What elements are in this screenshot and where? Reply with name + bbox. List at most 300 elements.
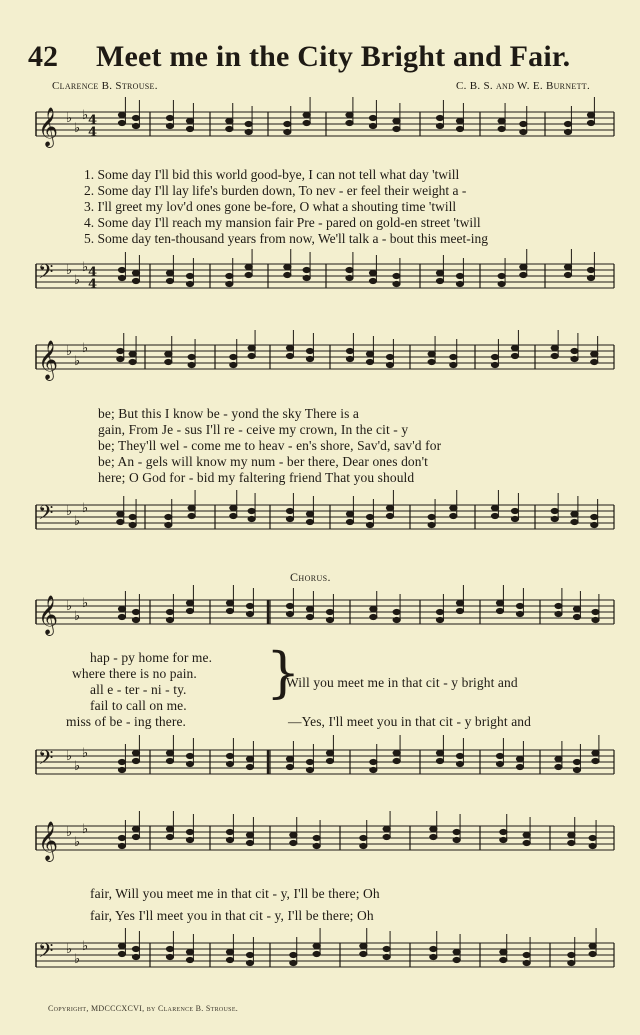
note-head (496, 753, 503, 758)
note-head (129, 514, 136, 519)
note-head (245, 129, 252, 134)
note-head (118, 606, 125, 611)
note-head (284, 264, 291, 269)
note-head (118, 943, 125, 948)
note-head (430, 834, 437, 839)
note-head (246, 952, 253, 957)
note-head (571, 348, 578, 353)
note-head (386, 505, 393, 510)
note-head (523, 952, 530, 957)
flat-icon: ♭ (82, 746, 89, 761)
verse-4-line-a: 4. Some day I'll reach my mansion fair Pre - pared on gold-en street 'twill (84, 215, 481, 230)
note-head (226, 837, 233, 842)
note-head (246, 840, 253, 845)
note-head (186, 761, 193, 766)
note-head (286, 756, 293, 761)
verse-1-line-a: 1. Some day I'll bid this world good-bye, I can not tell what day 'twill (84, 167, 460, 182)
note-head (186, 753, 193, 758)
note-head (246, 611, 253, 616)
note-head (286, 603, 293, 608)
note-head (366, 522, 373, 527)
note-head (511, 516, 518, 521)
note-head (520, 264, 527, 269)
bass-clef-icon: 𝄢 (38, 746, 54, 774)
hymn-title: Meet me in the City Bright and Fair. (96, 40, 571, 73)
note-head (313, 835, 320, 840)
time-signature-bottom: 4 (88, 125, 98, 140)
note-head (523, 832, 530, 837)
note-head (118, 120, 125, 125)
refrain-line-a: Will you meet me in that cit - y bright and (286, 675, 518, 690)
bass-clef-icon: 𝄢 (38, 260, 54, 288)
note-head (383, 834, 390, 839)
note-head (436, 115, 443, 120)
note-head (587, 267, 594, 272)
note-head (346, 112, 353, 117)
note-head (428, 522, 435, 527)
note-head (306, 348, 313, 353)
note-head (186, 281, 193, 286)
note-head (571, 519, 578, 524)
note-head (571, 511, 578, 516)
note-head (568, 960, 575, 965)
note-head (369, 123, 376, 128)
note-head (436, 750, 443, 755)
note-head (436, 617, 443, 622)
note-head (246, 832, 253, 837)
verse-brace: } (266, 641, 301, 704)
note-head (500, 837, 507, 842)
flat-icon: ♭ (82, 822, 89, 837)
note-head (573, 767, 580, 772)
note-head (498, 273, 505, 278)
note-head (369, 270, 376, 275)
note-head (186, 118, 193, 123)
note-head (456, 753, 463, 758)
note-head (303, 120, 310, 125)
flat-icon: ♭ (74, 514, 81, 529)
note-head (436, 270, 443, 275)
note-head (284, 129, 291, 134)
verse-3-line-c: all e - ter - ni - ty. (90, 682, 187, 697)
note-head (248, 508, 255, 513)
note-head (496, 608, 503, 613)
note-head (226, 281, 233, 286)
note-head (166, 834, 173, 839)
note-head (129, 351, 136, 356)
note-head (591, 351, 598, 356)
note-head (246, 756, 253, 761)
note-head (166, 954, 173, 959)
note-head (166, 123, 173, 128)
note-head (306, 767, 313, 772)
verse-4-line-b: be; An - gels will know my num - ber there, Dear ones don't (98, 454, 429, 469)
refrain-line-d: fair, Yes I'll meet you in that cit - y, I'll be there; Oh (90, 908, 374, 923)
note-head (303, 112, 310, 117)
time-signature-top: 4 (88, 265, 98, 280)
note-head (226, 829, 233, 834)
verse-2-line-c: where there is no pain. (72, 666, 197, 681)
note-head (555, 611, 562, 616)
note-head (393, 609, 400, 614)
note-head (166, 115, 173, 120)
note-head (118, 767, 125, 772)
note-head (165, 351, 172, 356)
note-head (245, 121, 252, 126)
note-head (587, 275, 594, 280)
flat-icon: ♭ (82, 260, 89, 275)
note-head (366, 351, 373, 356)
note-head (117, 519, 124, 524)
note-head (186, 949, 193, 954)
flat-icon: ♭ (66, 111, 73, 126)
note-head (430, 826, 437, 831)
note-head (555, 764, 562, 769)
note-head (491, 505, 498, 510)
note-head (118, 614, 125, 619)
note-head (188, 354, 195, 359)
note-head (290, 960, 297, 965)
note-head (286, 353, 293, 358)
note-head (430, 946, 437, 951)
note-head (346, 519, 353, 524)
note-head (306, 759, 313, 764)
lyricist-credit: C. B. S. and W. E. Burnett. (455, 80, 590, 92)
note-head (370, 614, 377, 619)
note-head (516, 611, 523, 616)
note-head (248, 353, 255, 358)
note-head (568, 840, 575, 845)
note-head (386, 513, 393, 518)
note-head (166, 278, 173, 283)
note-head (129, 522, 136, 527)
note-head (226, 126, 233, 131)
verse-5-line-b: here; O God for - bid my faltering friend That you should (98, 470, 415, 485)
verse-1-line-b: be; But this I know be - yond the sky There is a (98, 406, 360, 421)
note-head (132, 617, 139, 622)
verse-3-line-a: 3. I'll greet my lov'd ones gone be-fore, O what a shouting time 'twill (84, 199, 457, 214)
note-head (551, 516, 558, 521)
note-head (589, 835, 596, 840)
note-head (313, 843, 320, 848)
note-head (436, 758, 443, 763)
note-head (516, 764, 523, 769)
note-head (166, 609, 173, 614)
note-head (118, 112, 125, 117)
treble-clef-icon: 𝄞 (38, 821, 59, 861)
note-head (186, 126, 193, 131)
note-head (591, 522, 598, 527)
note-head (346, 511, 353, 516)
verse-1-line-c: hap - py home for me. (90, 650, 213, 665)
note-head (132, 278, 139, 283)
note-head (118, 951, 125, 956)
note-head (523, 960, 530, 965)
note-head (551, 345, 558, 350)
note-head (186, 829, 193, 834)
note-head (132, 946, 139, 951)
note-head (306, 606, 313, 611)
note-head (491, 362, 498, 367)
note-head (284, 121, 291, 126)
note-head (226, 761, 233, 766)
note-head (118, 835, 125, 840)
note-head (450, 354, 457, 359)
note-head (303, 275, 310, 280)
note-head (188, 505, 195, 510)
note-head (370, 767, 377, 772)
note-head (230, 513, 237, 518)
note-head (393, 758, 400, 763)
note-head (226, 273, 233, 278)
note-head (290, 832, 297, 837)
flat-icon: ♭ (74, 121, 81, 136)
time-signature-top: 4 (88, 113, 98, 128)
note-head (456, 761, 463, 766)
note-head (230, 354, 237, 359)
note-head (346, 267, 353, 272)
note-head (564, 272, 571, 277)
flat-icon: ♭ (82, 939, 89, 954)
note-head (564, 264, 571, 269)
note-head (346, 275, 353, 280)
note-head (393, 126, 400, 131)
note-head (498, 118, 505, 123)
note-head (511, 345, 518, 350)
note-head (226, 753, 233, 758)
refrain-line-b: —Yes, I'll meet you in that cit - y bright and (288, 714, 532, 729)
note-head (226, 118, 233, 123)
note-head (346, 120, 353, 125)
note-head (326, 609, 333, 614)
note-head (303, 267, 310, 272)
note-head (118, 843, 125, 848)
bass-clef-icon: 𝄢 (38, 939, 54, 967)
note-head (188, 362, 195, 367)
note-head (226, 949, 233, 954)
note-head (165, 522, 172, 527)
note-head (500, 957, 507, 962)
note-head (132, 954, 139, 959)
note-head (313, 951, 320, 956)
note-head (589, 943, 596, 948)
note-head (326, 750, 333, 755)
note-head (587, 120, 594, 125)
note-head (360, 843, 367, 848)
refrain-line-c: fair, Will you meet me in that cit - y, I'll be there; Oh (90, 886, 380, 901)
note-head (511, 508, 518, 513)
note-head (286, 508, 293, 513)
note-head (456, 600, 463, 605)
note-head (393, 750, 400, 755)
verse-2-line-b: gain, From Je - sus I'll re - ceive my crown, In the cit - y (98, 422, 409, 437)
note-head (366, 514, 373, 519)
note-head (117, 348, 124, 353)
note-head (573, 759, 580, 764)
note-head (245, 272, 252, 277)
flat-icon: ♭ (66, 263, 73, 278)
note-head (491, 354, 498, 359)
note-head (369, 115, 376, 120)
flat-icon: ♭ (74, 952, 81, 967)
note-head (573, 606, 580, 611)
note-head (286, 345, 293, 350)
verse-4-line-c: fail to call on me. (90, 698, 187, 713)
composer-credit: Clarence B. Strouse. (52, 80, 158, 92)
note-head (248, 516, 255, 521)
note-head (456, 608, 463, 613)
note-head (568, 952, 575, 957)
verse-2-line-a: 2. Some day I'll lay life's burden down, To nev - er feel their weight a - (84, 183, 467, 198)
note-head (246, 603, 253, 608)
note-head (383, 826, 390, 831)
note-head (226, 608, 233, 613)
note-head (592, 758, 599, 763)
note-head (286, 516, 293, 521)
flat-icon: ♭ (66, 749, 73, 764)
note-head (592, 617, 599, 622)
note-head (166, 750, 173, 755)
flat-icon: ♭ (82, 108, 89, 123)
note-head (436, 123, 443, 128)
verse-3-line-b: be; They'll wel - come me to heav - en's shore, Sav'd, sav'd for (98, 438, 442, 453)
note-head (500, 829, 507, 834)
note-head (132, 758, 139, 763)
note-head (386, 354, 393, 359)
note-head (132, 123, 139, 128)
note-head (453, 949, 460, 954)
flat-icon: ♭ (74, 273, 81, 288)
note-head (166, 758, 173, 763)
note-head (523, 840, 530, 845)
note-head (393, 281, 400, 286)
note-head (453, 829, 460, 834)
note-head (188, 513, 195, 518)
note-head (592, 750, 599, 755)
note-head (436, 278, 443, 283)
note-head (450, 513, 457, 518)
note-head (286, 611, 293, 616)
note-head (306, 511, 313, 516)
note-head (290, 840, 297, 845)
flat-icon: ♭ (66, 825, 73, 840)
note-head (428, 359, 435, 364)
note-head (286, 764, 293, 769)
note-head (555, 603, 562, 608)
note-head (165, 514, 172, 519)
note-head (360, 835, 367, 840)
note-head (498, 281, 505, 286)
note-head (186, 957, 193, 962)
note-head (370, 759, 377, 764)
note-head (370, 606, 377, 611)
note-head (118, 275, 125, 280)
note-head (284, 272, 291, 277)
note-head (571, 356, 578, 361)
note-head (589, 843, 596, 848)
note-head (456, 126, 463, 131)
flat-icon: ♭ (66, 504, 73, 519)
note-head (428, 514, 435, 519)
note-head (496, 600, 503, 605)
note-head (226, 957, 233, 962)
note-head (346, 356, 353, 361)
note-head (230, 505, 237, 510)
note-head (245, 264, 252, 269)
note-head (516, 603, 523, 608)
flat-icon: ♭ (74, 835, 81, 850)
note-head (587, 112, 594, 117)
note-head (166, 946, 173, 951)
note-head (551, 353, 558, 358)
note-head (498, 126, 505, 131)
note-head (132, 270, 139, 275)
note-head (520, 121, 527, 126)
note-head (246, 960, 253, 965)
verse-5-line-c: miss of be - ing there. (66, 714, 187, 729)
note-head (520, 272, 527, 277)
note-head (326, 617, 333, 622)
flat-icon: ♭ (82, 501, 89, 516)
treble-clef-icon: 𝄞 (38, 340, 59, 380)
note-head (393, 118, 400, 123)
note-head (496, 761, 503, 766)
note-head (591, 359, 598, 364)
note-head (360, 951, 367, 956)
note-head (186, 608, 193, 613)
note-head (428, 351, 435, 356)
note-head (186, 837, 193, 842)
verse-5-line-a: 5. Some day ten-thousand years from now, We'll talk a - bout this meet-ing (84, 231, 489, 246)
note-head (456, 118, 463, 123)
treble-clef-icon: 𝄞 (38, 595, 59, 635)
flat-icon: ♭ (66, 344, 73, 359)
chorus-label: Chorus. (290, 570, 331, 584)
note-head (564, 129, 571, 134)
note-head (132, 115, 139, 120)
note-head (118, 267, 125, 272)
note-head (573, 614, 580, 619)
note-head (589, 951, 596, 956)
note-head (346, 348, 353, 353)
treble-clef-icon: 𝄞 (38, 107, 59, 147)
note-head (226, 600, 233, 605)
flat-icon: ♭ (82, 596, 89, 611)
flat-icon: ♭ (66, 942, 73, 957)
note-head (132, 834, 139, 839)
note-head (393, 273, 400, 278)
note-head (456, 281, 463, 286)
note-head (450, 505, 457, 510)
note-head (555, 756, 562, 761)
note-head (166, 270, 173, 275)
note-head (117, 511, 124, 516)
note-head (132, 750, 139, 755)
hymn-number: 42 (28, 40, 58, 73)
note-head (500, 949, 507, 954)
note-head (386, 362, 393, 367)
flat-icon: ♭ (74, 354, 81, 369)
note-head (306, 614, 313, 619)
note-head (436, 609, 443, 614)
note-head (230, 362, 237, 367)
note-head (516, 756, 523, 761)
note-head (360, 943, 367, 948)
note-head (132, 609, 139, 614)
note-head (290, 952, 297, 957)
note-head (568, 832, 575, 837)
note-head (591, 514, 598, 519)
